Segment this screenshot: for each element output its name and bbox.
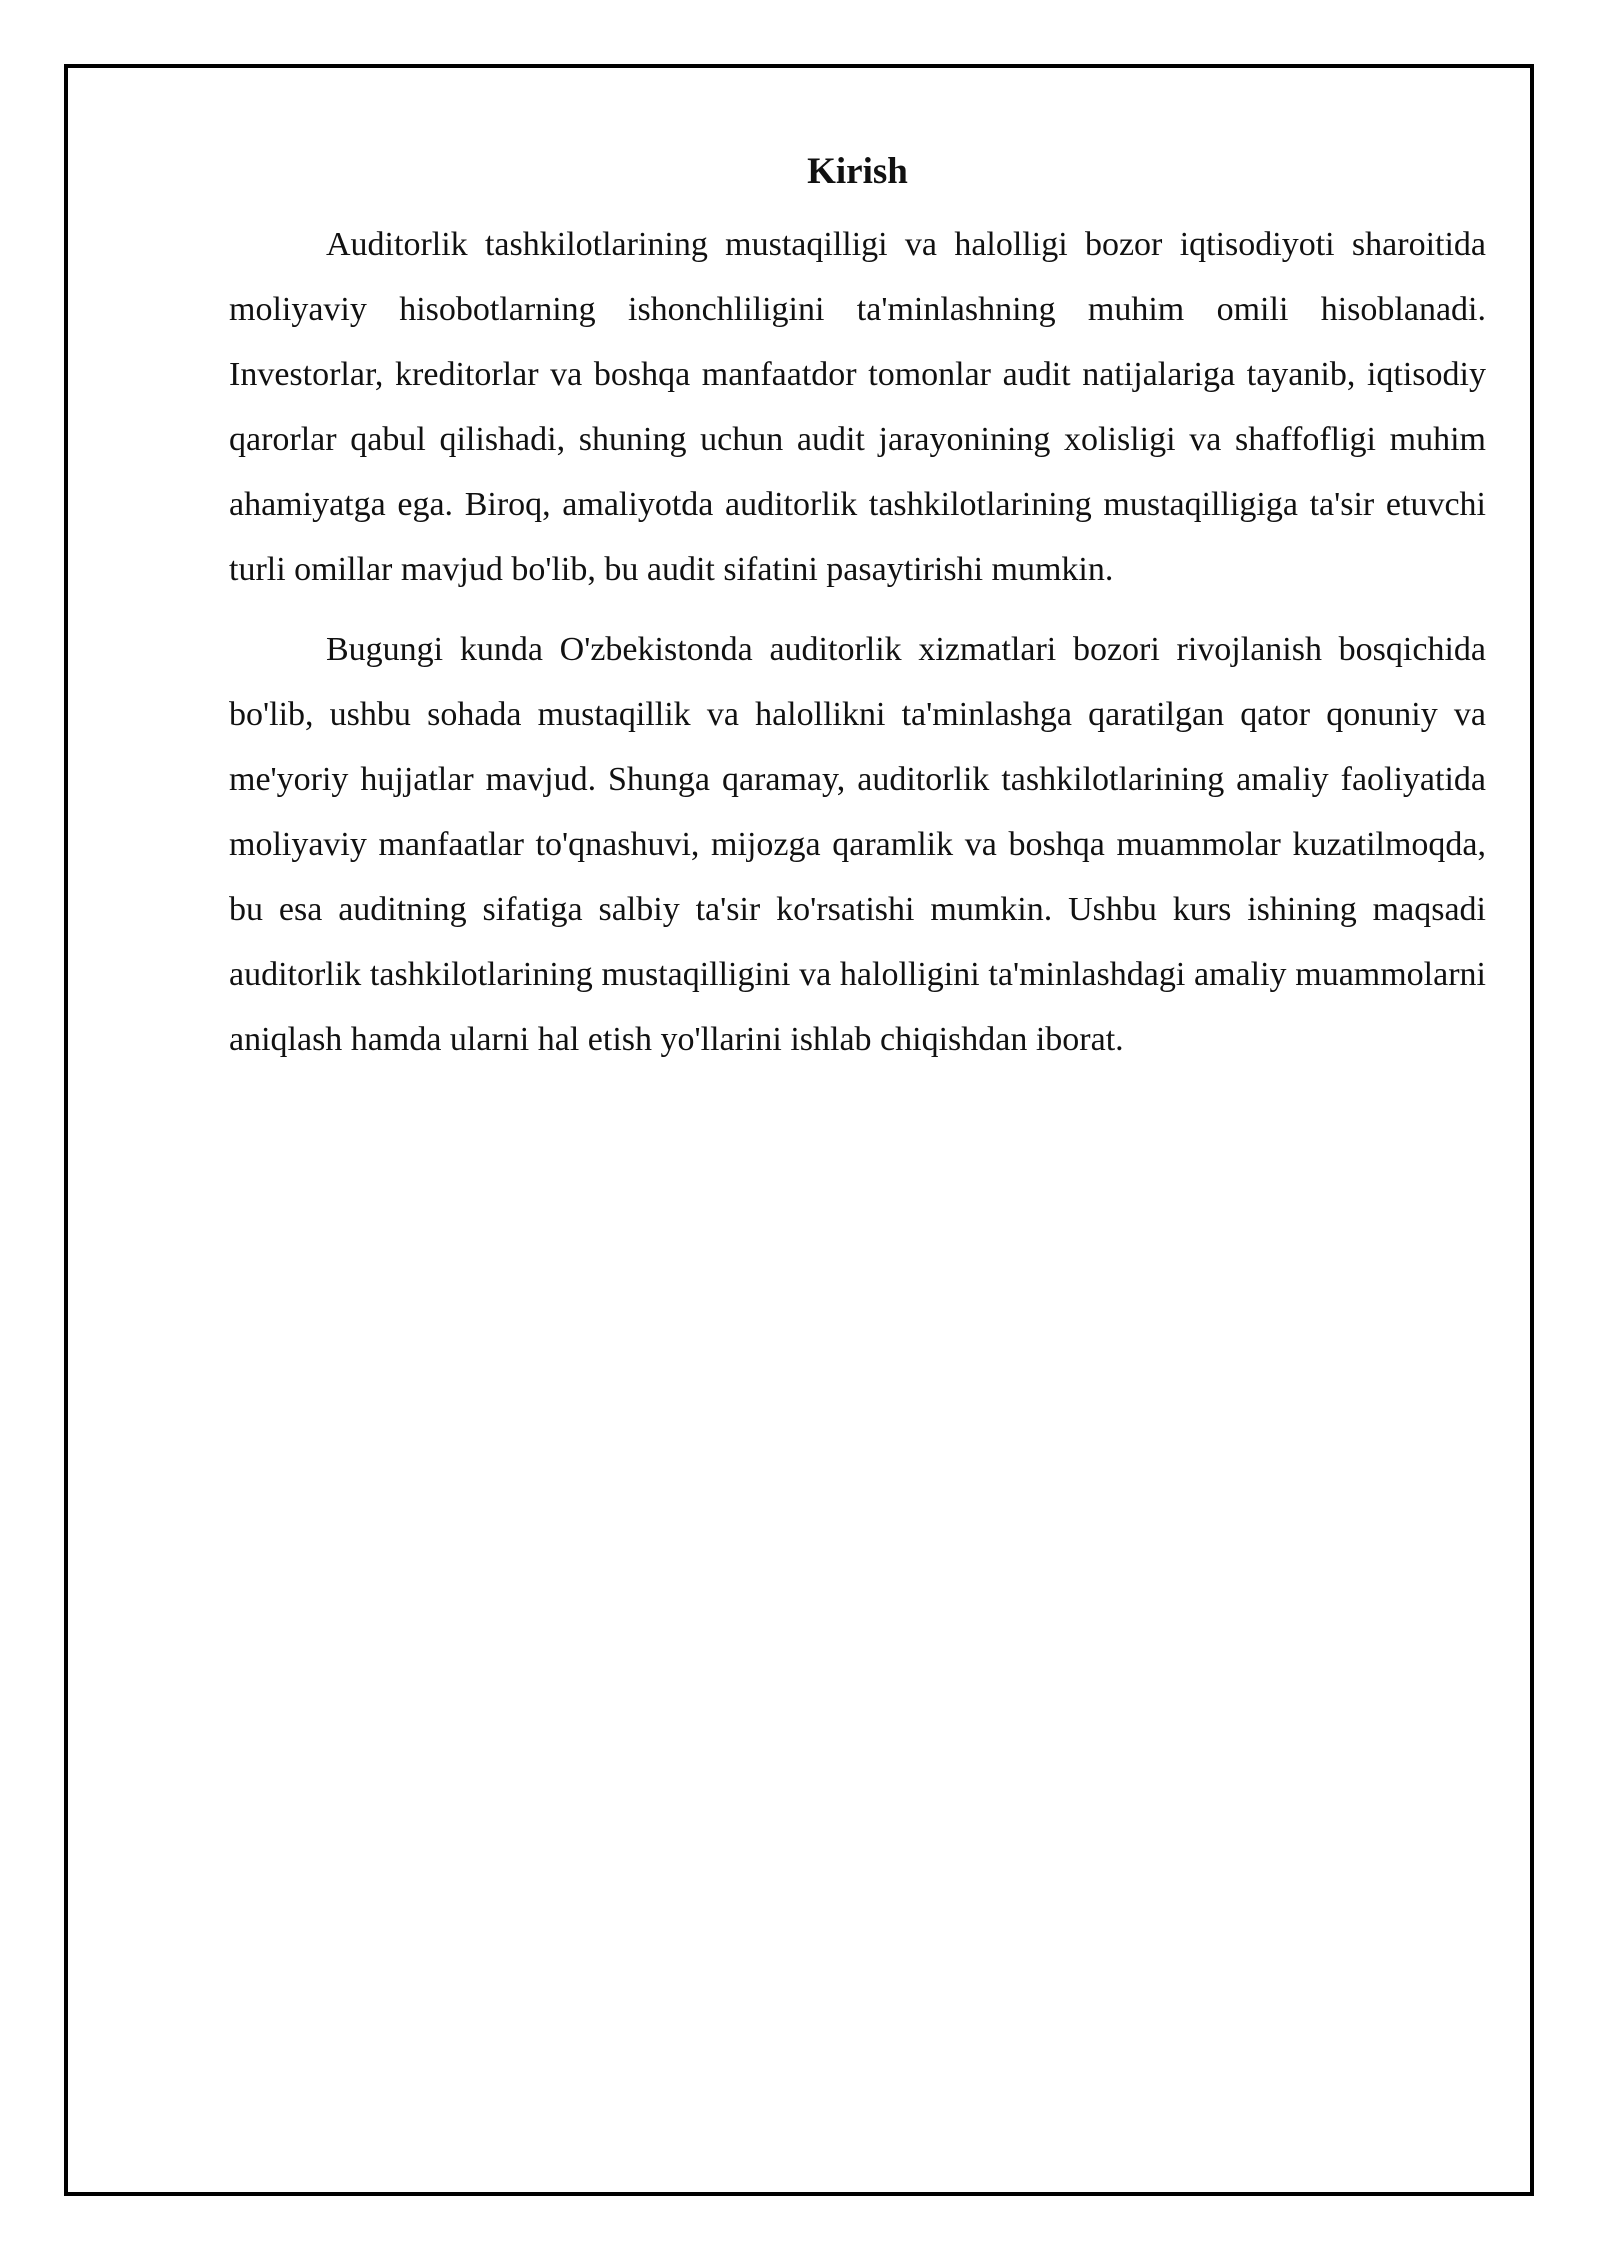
paragraph-intro: Auditorlik tashkilotlarining mustaqilligi va halolligi bozor iqtisodiyoti sharoitida moliyaviy hisobotlarning ishonchliligini ta'minlashning muhim omili hisoblanadi. Investorlar, kreditorlar va boshqa manfaatdor tomonlar audit natijalariga tayanib, iqtisodiy qarorlar qabul qilishadi, shuning uchun audit jarayonining xolisligi va shaffofligi muhim ahamiyatga ega. Biroq, amaliyotda auditorlik tashkilotlarining mustaqilligiga ta'sir etuvchi turli omillar mavjud bo'lib, bu audit sifatini pasaytirishi mumkin. xyxy=(229,226,1486,589)
document-title: Kirish xyxy=(807,151,908,192)
paragraph-context: Bugungi kunda O'zbekistonda auditorlik xizmatlari bozori rivojlanish bosqichida bo'lib, ushbu sohada mustaqillik va halollikni ta'minlashga qaratilgan qator qonuniy va me'yoriy hujjatlar mavjud. Shunga qaramay, auditorlik tashkilotlarining amaliy faoliyatida moliyaviy manfaatlar to'qnashuvi, mijozga qaramlik va boshqa muammolar kuzatilmoqda, bu esa auditning sifatiga salbiy ta'sir ko'rsatishi mumkin. Ushbu kurs ishining maqsadi auditorlik tashkilotlarining mustaqilligini va halolligini ta'minlashdagi amaliy muammolarni aniqlash hamda ularni hal etish yo'llarini ishlab chiqishdan iborat. xyxy=(229,631,1486,1059)
document-body xyxy=(229,150,1486,1087)
